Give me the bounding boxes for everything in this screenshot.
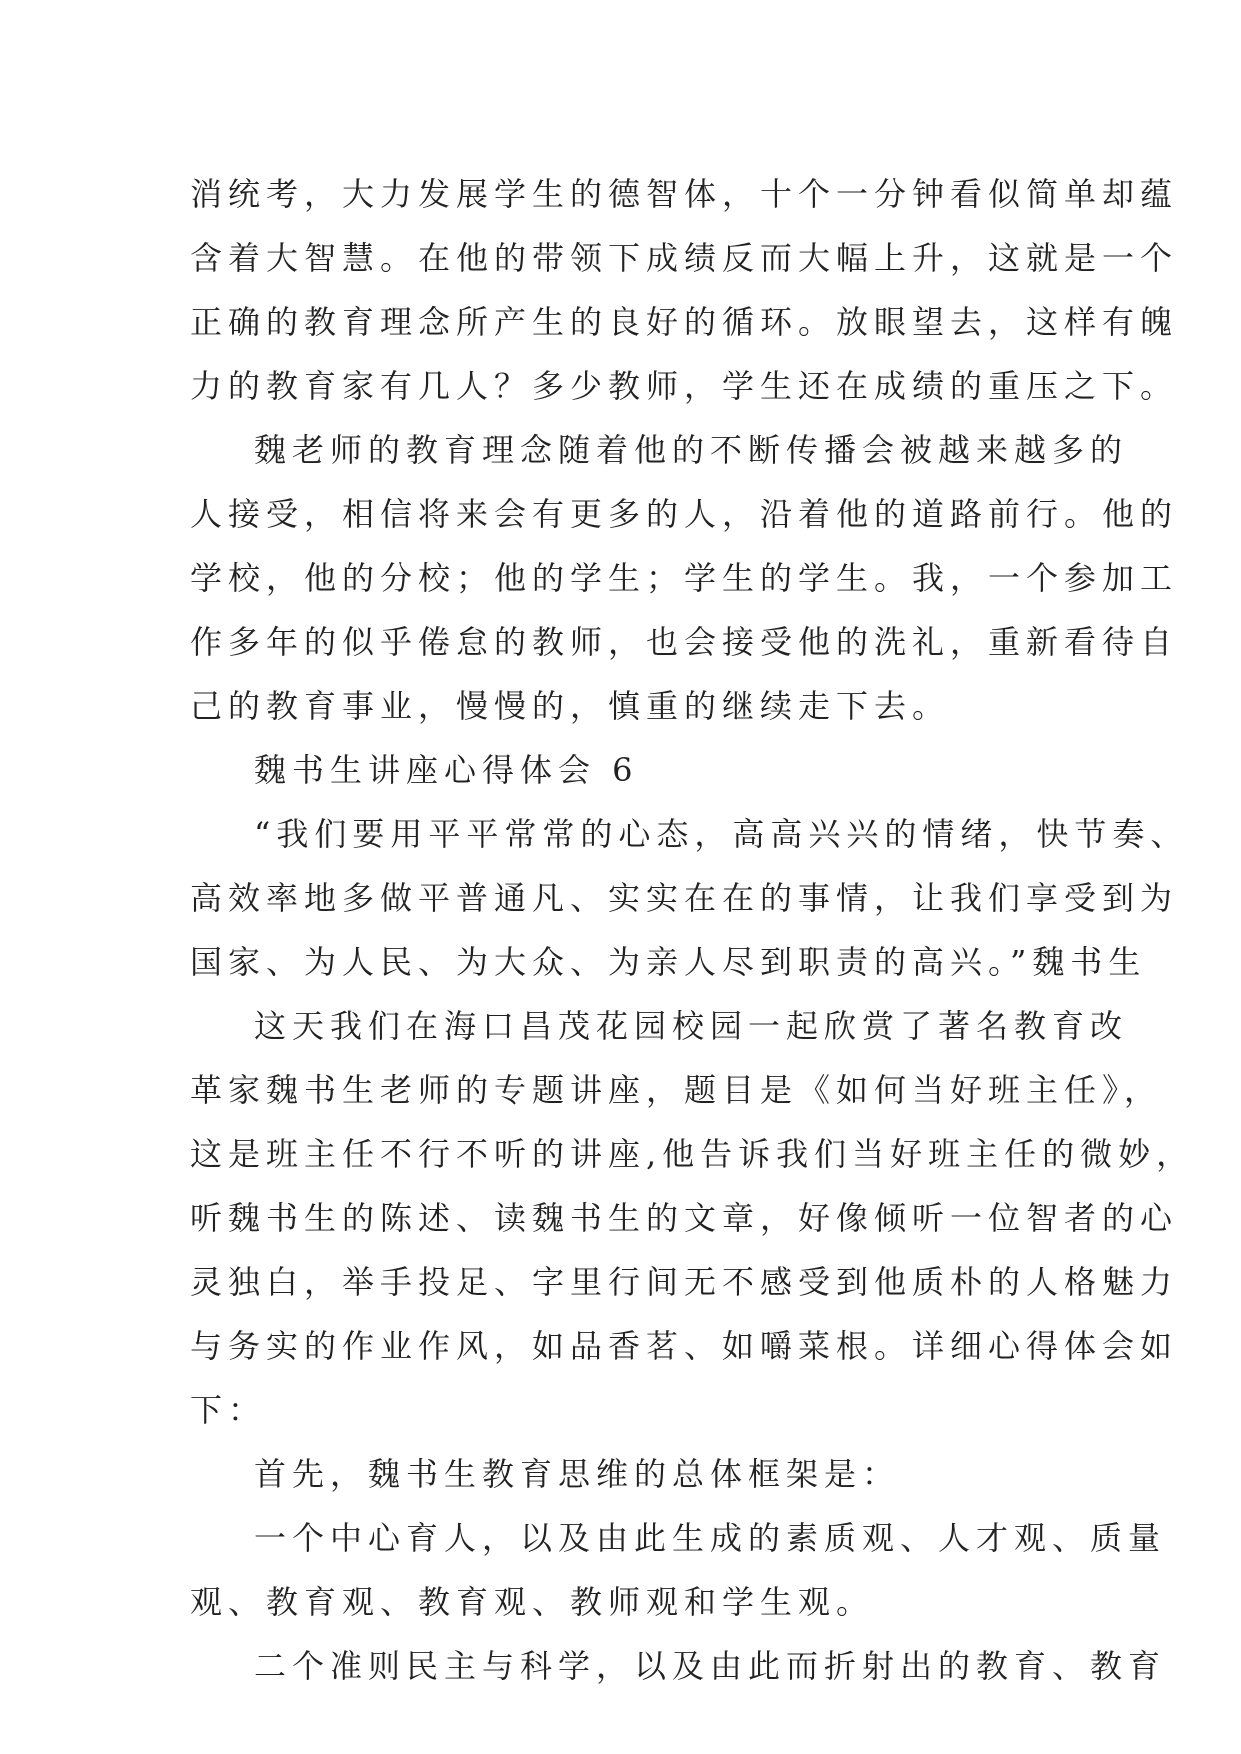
- text-line: “我们要用平平常常的心态，高高兴兴的情绪，快节奏、: [254, 815, 1189, 853]
- text-line: 人接受，相信将来会有更多的人，沿着他的道路前行。他的: [190, 495, 1179, 533]
- text-line: 正确的教育理念所产生的良好的循环。放眼望去，这样有魄: [190, 303, 1179, 341]
- document-body: [190, 162, 1195, 1698]
- text-line: 下：: [190, 1391, 267, 1429]
- text-line: 听魏书生的陈述、读魏书生的文章，好像倾听一位智者的心: [190, 1199, 1179, 1237]
- text-line: 学校，他的分校；他的学生；学生的学生。我，一个参加工: [190, 559, 1179, 597]
- text-line: 力的教育家有几人？多少教师，学生还在成绩的重压之下。: [190, 367, 1179, 405]
- text-line: 一个中心育人，以及由此生成的素质观、人才观、质量: [254, 1519, 1167, 1557]
- text-line: 观、教育观、教育观、教师观和学生观。: [190, 1583, 875, 1621]
- text-line: 二个准则民主与科学，以及由此而折射出的教育、教育: [254, 1647, 1167, 1685]
- text-line: 己的教育事业，慢慢的，慎重的继续走下去。: [190, 687, 951, 725]
- text-line: 首先，魏书生教育思维的总体框架是：: [254, 1455, 901, 1493]
- text-line: 含着大智慧。在他的带领下成绩反而大幅上升，这就是一个: [190, 239, 1179, 277]
- text-line: 高效率地多做平普通凡、实实在在的事情，让我们享受到为: [190, 879, 1179, 917]
- text-line: 这天我们在海口昌茂花园校园一起欣赏了著名教育改: [254, 1007, 1129, 1045]
- text-line: 魏书生讲座心得体会 6: [254, 751, 639, 789]
- text-line: 作多年的似乎倦怠的教师，也会接受他的洗礼，重新看待自: [190, 623, 1179, 661]
- text-line: 国家、为人民、为大众、为亲人尽到职责的高兴。”魏书生: [190, 943, 1147, 981]
- text-line: 灵独白，举手投足、字里行间无不感受到他质朴的人格魅力: [190, 1263, 1179, 1301]
- text-line: 魏老师的教育理念随着他的不断传播会被越来越多的: [254, 431, 1129, 469]
- text-line: 与务实的作业作风，如品香茗、如嚼菜根。详细心得体会如: [190, 1327, 1179, 1365]
- text-line: 消统考，大力发展学生的德智体，十个一分钟看似简单却蕴: [190, 175, 1179, 213]
- text-line: 这是班主任不行不听的讲座,他告诉我们当好班主任的微妙，: [190, 1135, 1195, 1173]
- text-line: 革家魏书生老师的专题讲座，题目是《如何当好班主任》，: [190, 1071, 1163, 1109]
